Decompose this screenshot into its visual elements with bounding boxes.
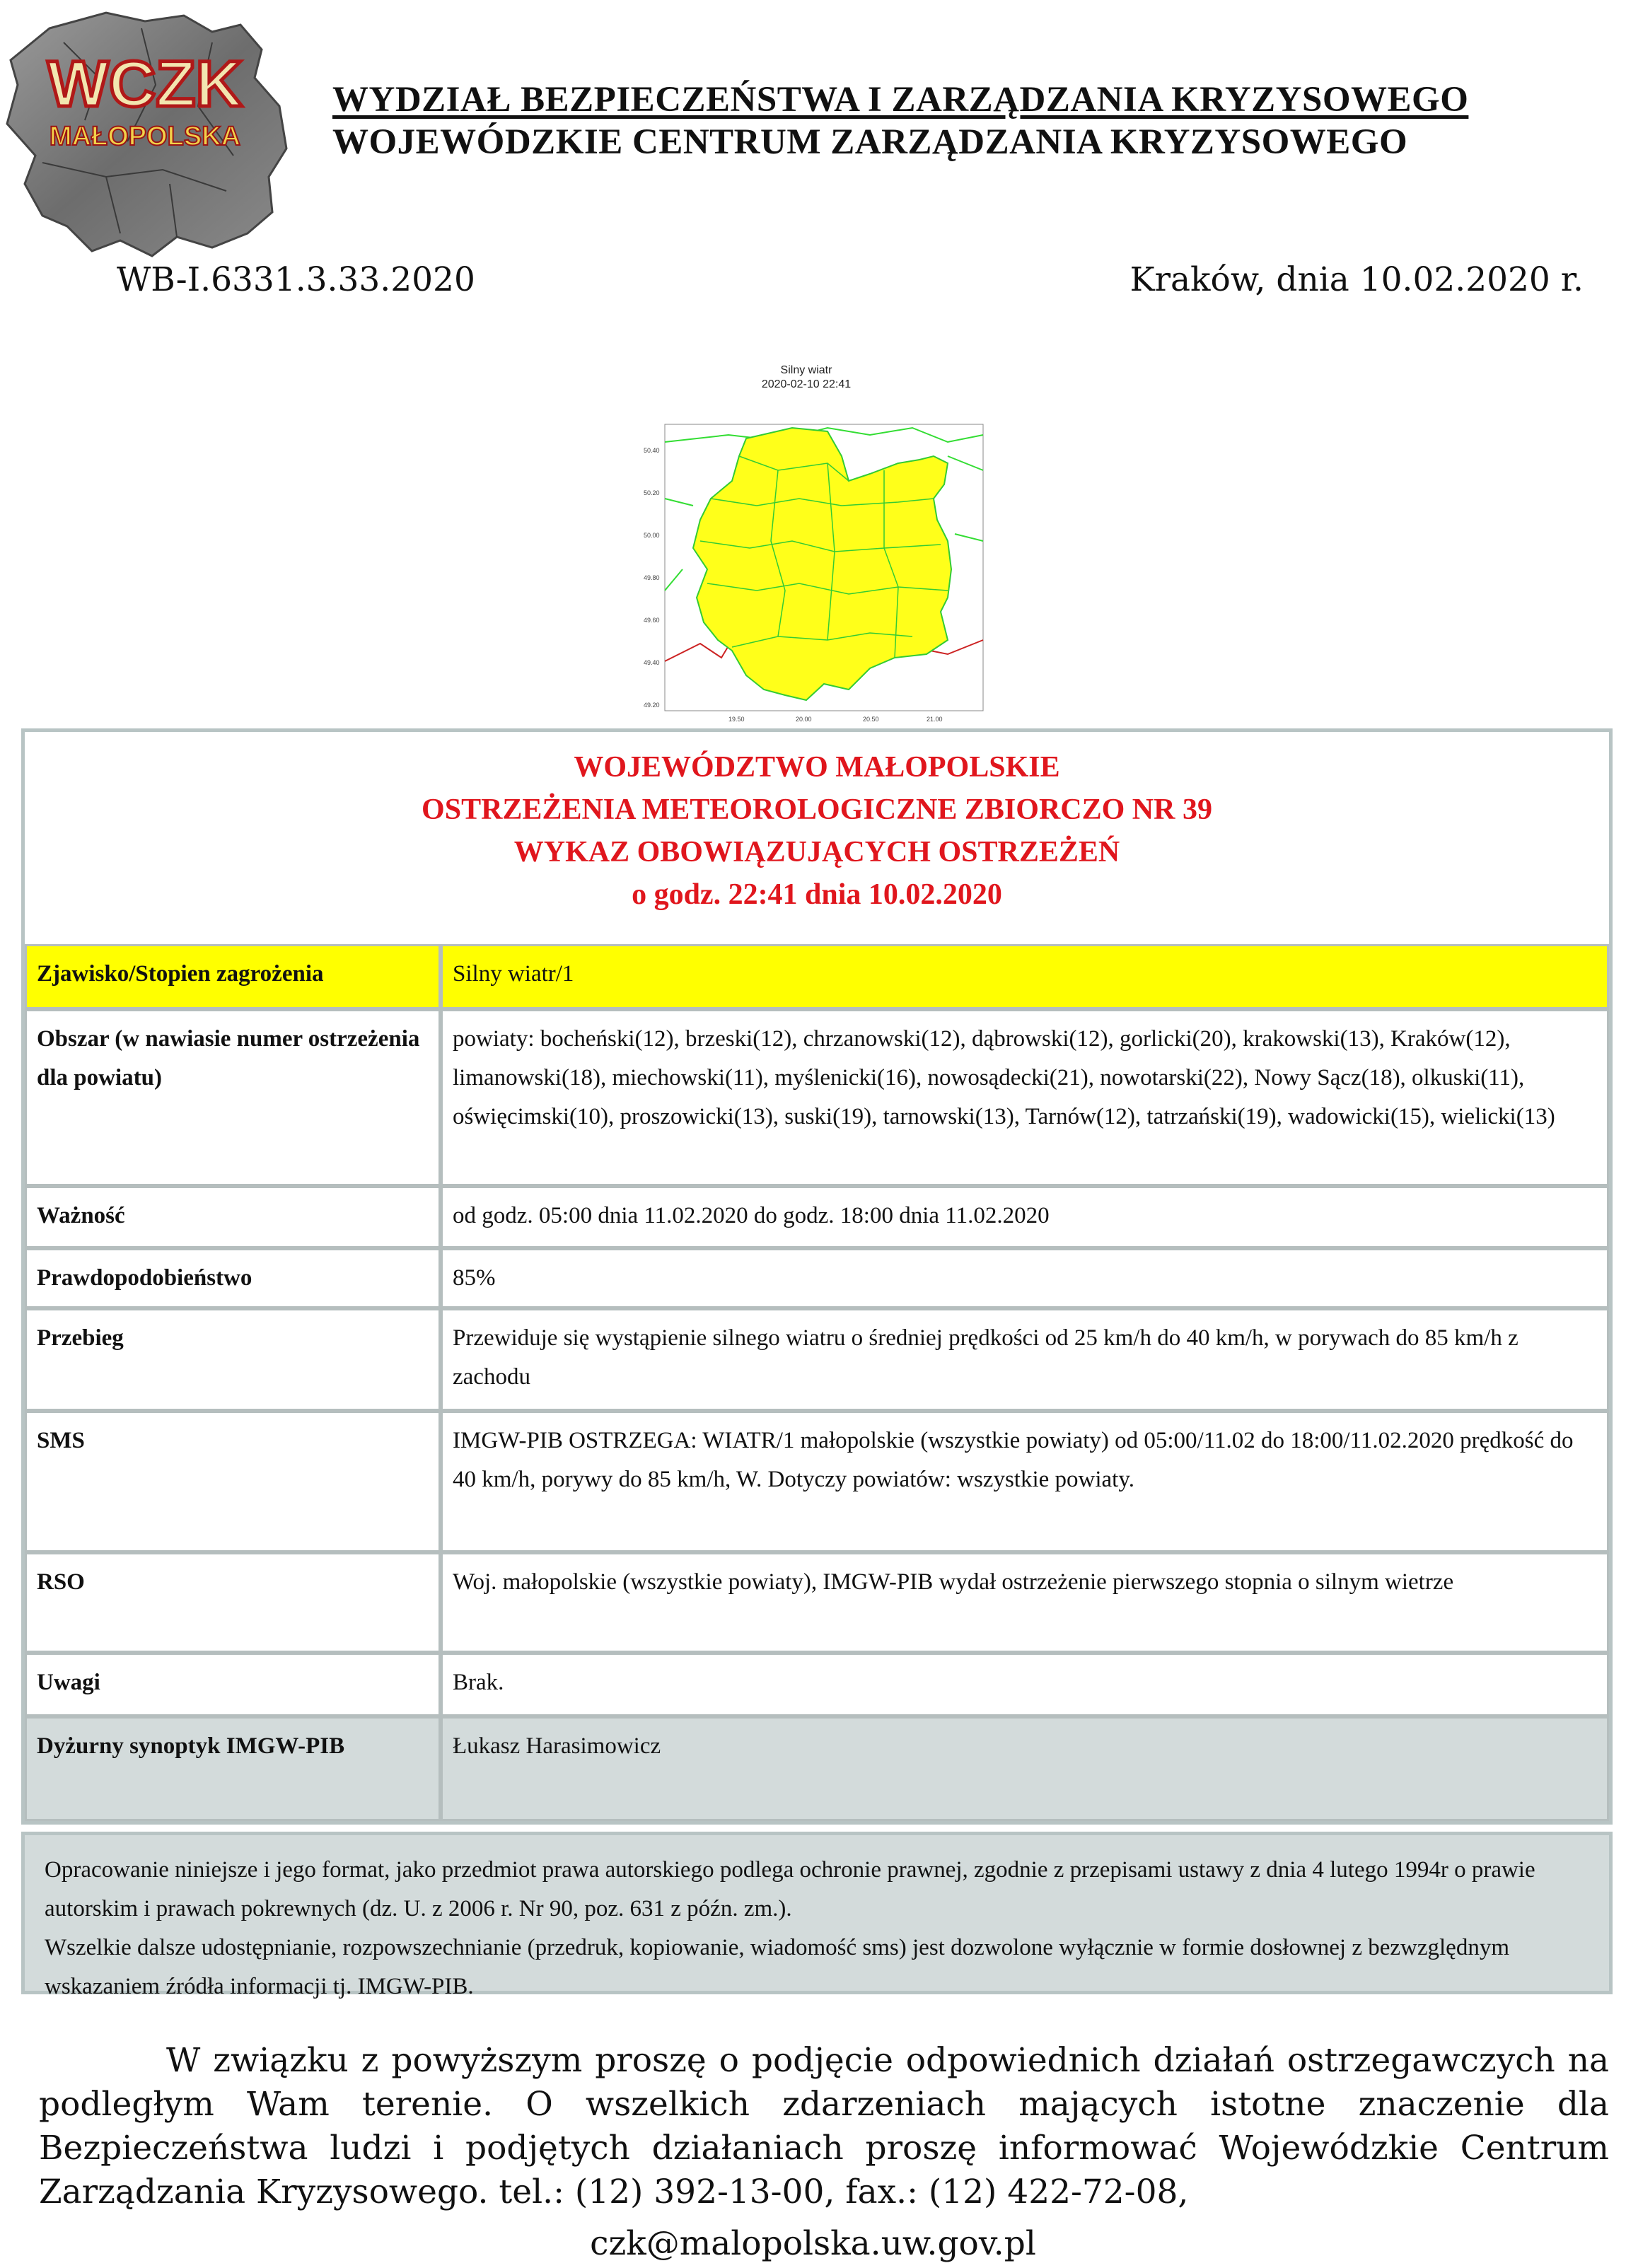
map-graphic [615,357,997,725]
department-title: WYDZIAŁ BEZPIECZEŃSTWA I ZARZĄDZANIA KRYZYSOWEGO [332,80,1469,120]
place-date: Kraków, dnia 10.02.2020 r. [1130,260,1584,299]
warning-map [615,357,997,725]
table-row [25,1411,1609,1552]
warning-header [25,732,1609,916]
row-value: 85% [441,1248,1609,1308]
closing-paragraph: W związku z powyższym proszę o podjęcie odpowiednich działań ostrzegawczych na podległym Wam terenie. O wszelkich zdarzeniach mających istotne znaczenie dla Bezpieczeństwa ludzi i podjętych działaniach proszę informować Wojewódzkie Centrum Zarządzania Kryzysowego. tel.: (12) 392-13-00, fax.: (12) 422-72-08, [39,2041,1609,2211]
map-timestamp: 2020-02-10 22:41 [761,378,852,390]
row-value: Przewiduje się wystąpienie silnego wiatru o średniej prędkości od 25 km/h do 40 km/h, w porywach do 85 km/h z zachodu [441,1308,1609,1411]
warning-region-title: WOJEWÓDZTWO MAŁOPOLSKIE [574,751,1060,784]
svg-text:49.20: 49.20 [644,702,660,709]
copyright-paragraph: Opracowanie niniejsze i jego format, jako przedmiot prawa autorskiego podlega ochronie prawnej, zgodnie z przepisami ustawy z dnia 4 lutego 1994r o prawie autorskim i prawach pokrewnych (dz. U. z 2006 r. Nr 90, poz. 631 z późn. zm.). [45,1857,1535,1921]
row-value: Silny wiatr/1 [441,944,1609,1009]
table-row [25,1716,1609,1821]
logo-subtext: MAŁOPOLSKA [49,122,241,151]
warning-table [21,728,1613,1825]
row-label: Prawdopodobieństwo [25,1248,441,1308]
table-row [25,1009,1609,1186]
svg-text:49.40: 49.40 [644,659,660,666]
row-value: powiaty: bocheński(12), brzeski(12), chrzanowski(12), dąbrowski(12), gorlicki(20), krakowski(13), Kraków(12), limanowski(18), miechowski(11), myślenicki(16), nowosądecki(21), nowotarski(22), Nowy Sącz(18), olkuski(11), oświęcimski(10), proszowicki(13), suski(19), tarnowski(13), Tarnów(12), tatrzański(19), wadowicki(15), wielicki(13) [441,1009,1609,1186]
svg-text:20.00: 20.00 [796,716,812,723]
warning-summary-title: OSTRZEŻENIA METEOROLOGICZNE ZBIORCZO NR 39 [422,793,1212,826]
svg-text:50.40: 50.40 [644,447,660,454]
table-row [25,1308,1609,1411]
svg-text:19.50: 19.50 [728,716,745,723]
row-label: Uwagi [25,1653,441,1716]
svg-text:49.60: 49.60 [644,617,660,624]
row-label: Ważność [25,1186,441,1248]
row-label: Obszar (w nawiasie numer ostrzeżenia dla powiatu) [25,1009,441,1186]
row-label: SMS [25,1411,441,1552]
row-value: Brak. [441,1653,1609,1716]
row-label: Dyżurny synoptyk IMGW-PIB [25,1716,441,1821]
svg-text:21.00: 21.00 [927,716,943,723]
warning-list-title: WYKAZ OBOWIĄZUJĄCYCH OSTRZEŻEŃ [513,836,1120,868]
center-title: WOJEWÓDZKIE CENTRUM ZARZĄDZANIA KRYZYSOWEGO [332,122,1408,162]
logo-text: WCZK [47,48,243,120]
row-value: Łukasz Harasimowicz [441,1716,1609,1821]
svg-text:20.50: 20.50 [863,716,879,723]
copyright-note [21,1832,1613,1999]
wczk-logo [0,0,297,269]
warning-issue-time: o godz. 22:41 dnia 10.02.2020 [632,878,1002,911]
row-label: Przebieg [25,1308,441,1411]
svg-text:50.20: 50.20 [644,489,660,496]
table-row [25,1653,1609,1716]
row-value: Woj. małopolskie (wszystkie powiaty), IMGW-PIB wydał ostrzeżenie pierwszego stopnia o silnym wietrze [441,1552,1609,1653]
svg-text:50.00: 50.00 [644,532,660,539]
table-row [25,1552,1609,1653]
table-row [25,1248,1609,1308]
contact-email[interactable]: czk@malopolska.uw.gov.pl [590,2224,1036,2263]
closing-text [39,2039,1609,2214]
usage-paragraph: Wszelkie dalsze udostępnianie, rozpowszechnianie (przedruk, kopiowanie, wiadomość sms) jest dozwolone wyłącznie w formie dosłownej z bezwzględnym wskazaniem źródła informacji tj. IMGW-PIB. [45,1935,1509,1999]
logo-map-graphic [0,0,297,269]
reference-number: WB-I.6331.3.33.2020 [117,260,475,299]
map-title: Silny wiatr [780,364,832,376]
row-value: od godz. 05:00 dnia 11.02.2020 do godz. 18:00 dnia 11.02.2020 [441,1186,1609,1248]
row-label: Zjawisko/Stopien zagrożenia [25,944,441,1009]
svg-text:49.80: 49.80 [644,574,660,581]
row-label: RSO [25,1552,441,1653]
row-value: IMGW-PIB OSTRZEGA: WIATR/1 małopolskie (wszystkie powiaty) od 05:00/11.02 do 18:00/11.02.2020 prędkość do 40 km/h, porywy do 85 km/h, W. Dotyczy powiatów: wszystkie powiaty. [441,1411,1609,1552]
table-row [25,1186,1609,1248]
table-row [25,944,1609,1009]
